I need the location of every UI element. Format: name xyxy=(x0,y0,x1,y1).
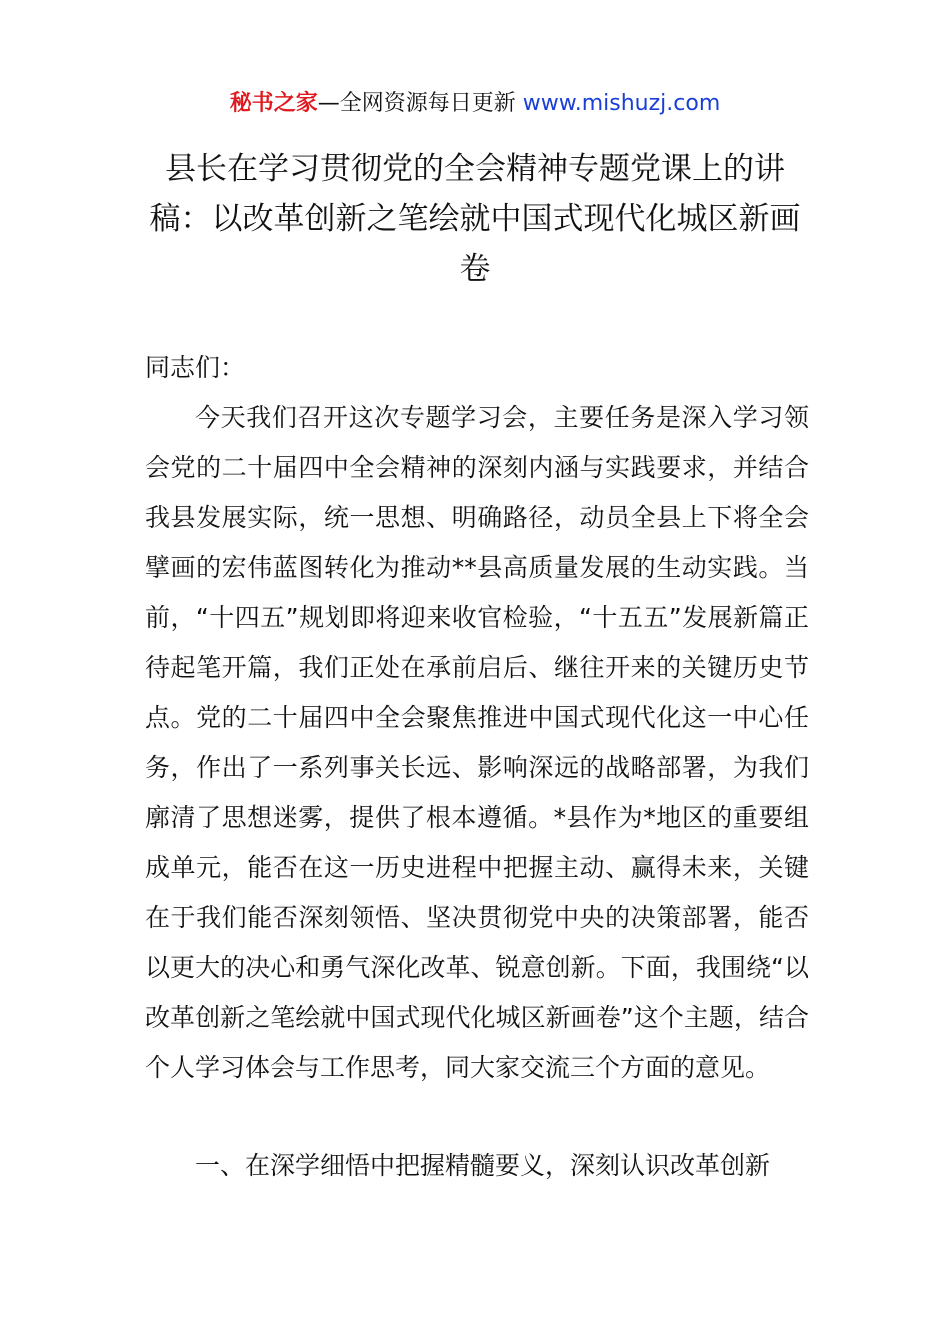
site-header xyxy=(0,88,950,120)
header-tagline: —全网资源每日更新 xyxy=(317,91,523,116)
body-paragraph: 今天我们召开这次专题学习会，主要任务是深入学习领会党的二十届四中全会精神的深刻内涵与实践要求，并结合我县发展实际，统一思想、明确路径，动员全县上下将全会擘画的宏伟蓝图转化为推动**县高质量发展的生动实践。当前，“十四五”规划即将迎来收官检验，“十五五”发展新篇正待起笔开篇，我们正处在承前启后、继往开来的关键历史节点。党的二十届四中全会聚焦推进中国式现代化这一中心任务，作出了一系列事关长远、影响深远的战略部署，为我们廓清了思想迷雾，提供了根本遵循。*县作为*地区的重要组成单元，能否在这一历史进程中把握主动、赢得未来，关键在于我们能否深刻领悟、坚决贯彻党中央的决策部署，能否以更大的决心和勇气深化改革、锐意创新。下面，我围绕“以改革创新之笔绘就中国式现代化城区新画卷”这个主题，结合个人学习体会与工作思考，同大家交流三个方面的意见。 xyxy=(145,403,809,1082)
site-url-link[interactable]: www.mishuzj.com xyxy=(522,91,721,116)
section-heading: 一、在深学细悟中把握精髓要义，深刻认识改革创新 xyxy=(195,1151,771,1180)
salutation: 同志们： xyxy=(145,353,246,382)
brand-name: 秘书之家 xyxy=(229,91,318,116)
document-title: 县长在学习贯彻党的全会精神专题党课上的讲稿：以改革创新之笔绘就中国式现代化城区新画卷 xyxy=(149,151,801,287)
